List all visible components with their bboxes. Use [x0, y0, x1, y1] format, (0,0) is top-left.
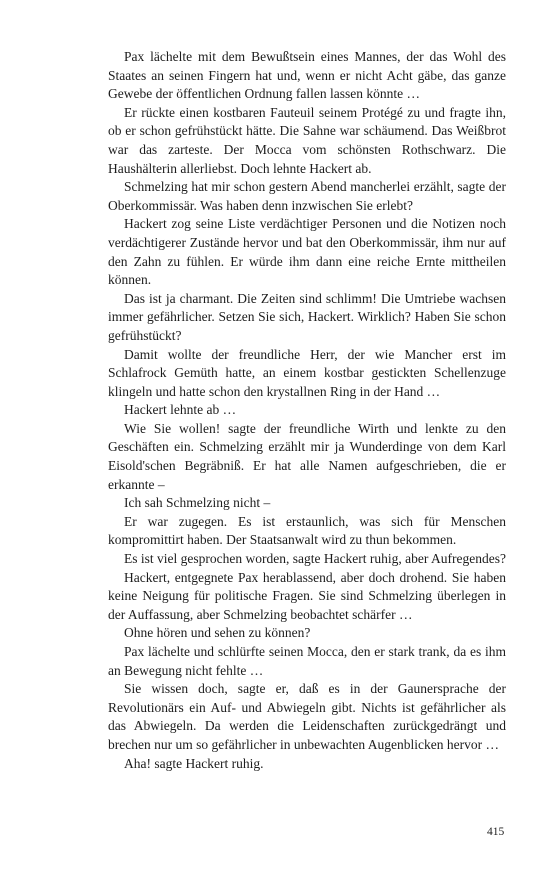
paragraph: Sie wissen doch, sagte er, daß es in der Gaunersprache der Revolutionärs ein Auf- und Abwiegeln gibt. Nichts ist gefährlicher als das Abwiegeln. Da werden die Leidenschaften zurückgedrängt und brechen nur um so gefährlicher in unbewachten Augenblicken hervor … [108, 681, 506, 752]
book-page-text [108, 48, 506, 773]
paragraph: Pax lächelte mit dem Bewußtsein eines Mannes, der das Wohl des Staates an seinen Fingern hat und, wenn er nicht Acht gäbe, das ganze Gewebe der öffentlichen Ordnung fallen lassen könnte … [108, 49, 506, 102]
paragraph: Aha! sagte Hackert ruhig. [124, 755, 264, 771]
paragraph: Ohne hören und sehen zu können? [124, 625, 311, 641]
paragraph: Wie Sie wollen! sagte der freundliche Wirth und lenkte zu den Geschäften ein. Schmelzing erzählt mir ja Wunderdinge von dem Karl Eisold'schen Begräbniß. Er hat alle Namen aufgeschrieben, die er erkannte – [108, 420, 506, 492]
paragraph: Hackert zog seine Liste verdächtiger Personen und die Notizen noch verdächtigerer Zustände hervor und bat den Oberkommissär, ihm nur auf den Zahn zu fühlen. Er würde ihm dann eine reiche Ernte mittheilen können. [108, 216, 506, 288]
page-number: 415 [487, 826, 505, 838]
paragraph: Pax lächelte und schlürfte seinen Mocca, den er stark trank, da es ihm an Bewegung nicht fehlte … [108, 644, 506, 678]
paragraph: Er war zugegen. Es ist erstaunlich, was sich für Menschen kompromittirt haben. Der Staatsanwalt wird zu thun bekommen. [108, 513, 506, 548]
paragraph: Das ist ja charmant. Die Zeiten sind schlimm! Die Umtriebe wachsen immer gefährlicher. Setzen Sie sich, Hackert. Wirklich? Haben Sie schon gefrühstückt? [108, 290, 506, 343]
paragraph: Schmelzing hat mir schon gestern Abend mancherlei erzählt, sagte der Oberkommissär. Was haben denn inzwischen Sie erlebt? [108, 179, 506, 213]
paragraph: Damit wollte der freundliche Herr, der wie Mancher erst im Schlafrock Gemüth hatte, an einem kostbar gestickten Schellenzuge klingeln und hatte schon den krystallnen Ring in der Hand … [108, 346, 506, 399]
paragraph: Es ist viel gesprochen worden, sagte Hackert ruhig, aber Aufregendes? [124, 551, 506, 567]
paragraph: Er rückte einen kostbaren Fauteuil seinem Protégé zu und fragte ihn, ob er schon gefrühstückt hätte. Die Sahne war schäumend. Das Weißbrot war das zarteste. Der Mocca vom schönsten Rothschwarz. Die Haushälterin allerliebst. Doch lehnte Hackert ab. [108, 104, 506, 176]
paragraph: Ich sah Schmelzing nicht – [124, 495, 271, 511]
paragraph: Hackert, entgegnete Pax herablassend, aber doch drohend. Sie haben keine Neigung für politische Fragen. Sie sind Schmelzing überlegen in der Auffassung, aber Schmelzing beobachtet schärfer … [108, 569, 506, 622]
paragraph: Hackert lehnte ab … [124, 402, 237, 418]
